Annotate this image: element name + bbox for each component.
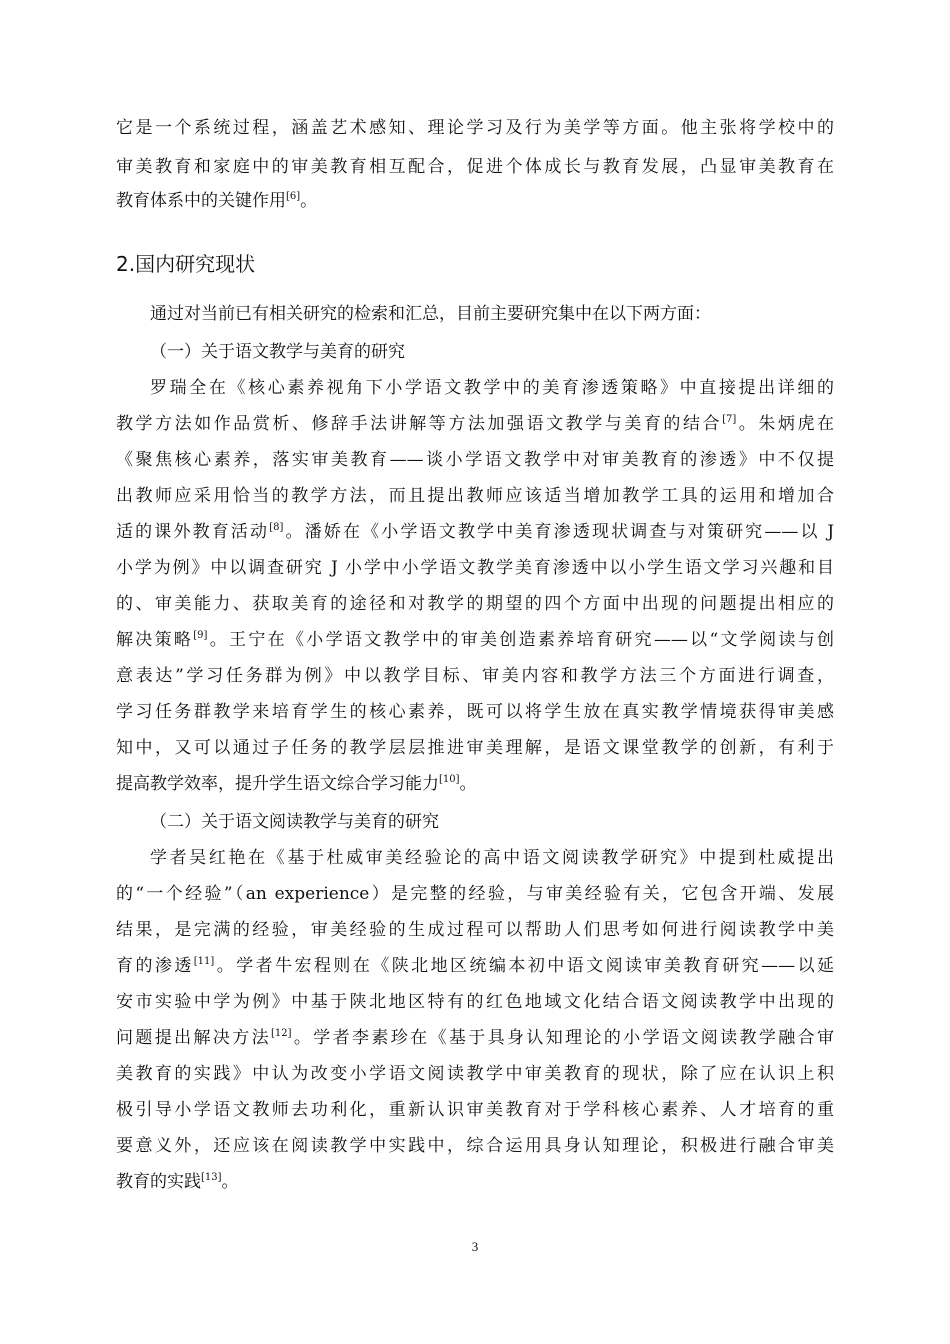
s1-line-12: 提高教学效率，提升学生语文综合学习能力[10]。 [116,774,477,794]
s2-line-8: 极引导小学语文教师去功利化，重新认识审美教育对于学科核心素养、人才培育的重 [116,1100,834,1120]
citation-10: [10] [439,774,460,785]
citation-13: [13] [201,1172,222,1183]
s2-line-5: 安市实验中学为例》中基于陕北地区特有的红色地域文化结合语文阅读教学中出现的 [116,992,834,1012]
citation-9: [9] [193,630,208,641]
s2-line-6: 问题提出解决方法[12]。学者李素珍在《基于具身认知理论的小学语文阅读教学融合审 [116,1028,835,1048]
s2-line-7: 美教育的实践》中认为改变小学语文阅读教学中审美教育的现状，除了应在认识上积 [116,1064,834,1084]
s1-line-6: 小学为例》中以调查研究 J 小学中小学语文教学美育渗透中以小学生语文学习兴趣和目 [116,558,834,578]
s1-line-7: 的、审美能力、获取美育的途径和对教学的期望的四个方面中出现的问题提出相应的 [116,594,834,614]
s1-line-3: 《聚焦核心素养，落实审美教育——谈小学语文教学中对审美教育的渗透》中不仅提 [116,450,834,470]
s2-line-9: 要意义外，还应该在阅读教学中实践中，综合运用具身认知理论，积极进行融合审美 [116,1136,834,1156]
subsection-1-title: （一）关于语文教学与美育的研究 [150,342,405,362]
subsection-2-title: （二）关于语文阅读教学与美育的研究 [150,812,439,832]
intro-line-1: 它是一个系统过程，涵盖艺术感知、理论学习及行为美学等方面。他主张将学校中的 [116,118,834,138]
citation-6: [6] [286,191,301,202]
s1-line-1: 罗瑞全在《核心素养视角下小学语文教学中的美育渗透策略》中直接提出详细的 [150,378,834,398]
s1-line-5: 适的课外教育活动[8]。潘娇在《小学语文教学中美育渗透现状调查与对策研究——以 J [116,522,835,542]
s2-line-1: 学者吴红艳在《基于杜威审美经验论的高中语文阅读教学研究》中提到杜威提出 [150,848,834,868]
section-heading: 2.国内研究现状 [116,252,256,276]
s1-line-8: 解决策略[9]。王宁在《小学语文教学中的审美创造素养培育研究——以“文学阅读与创 [116,630,835,650]
page-number: 3 [471,1239,479,1254]
s1-line-11: 知中，又可以通过子任务的教学层层推进审美理解，是语文课堂教学的创新，有利于 [116,738,834,758]
s2-line-4: 育的渗透[11]。学者牛宏程则在《陕北地区统编本初中语文阅读审美教育研究——以延 [116,956,835,976]
s1-line-4: 出教师应采用恰当的教学方法，而且提出教师应该适当增加教学工具的运用和增加合 [116,486,834,506]
citation-12: [12] [271,1028,292,1039]
citation-7: [7] [722,414,737,425]
s1-line-2: 教学方法如作品赏析、修辞手法讲解等方法加强语文教学与美育的结合[7]。朱炳虎在 [116,414,835,434]
s2-line-10: 教育的实践[13]。 [116,1172,239,1192]
s2-line-2: 的“一个经验”（an experience）是完整的经验，与审美经验有关，它包含开端、发展 [116,884,834,904]
s1-line-10: 学习任务群教学来培育学生的核心素养，既可以将学生放在真实教学情境获得审美感 [116,702,834,722]
intro-line-2: 审美教育和家庭中的审美教育相互配合，促进个体成长与教育发展，凸显审美教育在 [116,157,834,177]
s2-line-3: 结果，是完满的经验，审美经验的生成过程可以帮助人们思考如何进行阅读教学中美 [116,920,834,940]
overview-line: 通过对当前已有相关研究的检索和汇总，目前主要研究集中在以下两方面： [150,304,711,324]
citation-8: [8] [269,522,284,533]
intro-line-3: 教育体系中的关键作用[6]。 [116,191,318,211]
s1-line-9: 意表达”学习任务群为例》中以教学目标、审美内容和教学方法三个方面进行调查， [116,666,834,686]
citation-11: [11] [193,956,215,967]
